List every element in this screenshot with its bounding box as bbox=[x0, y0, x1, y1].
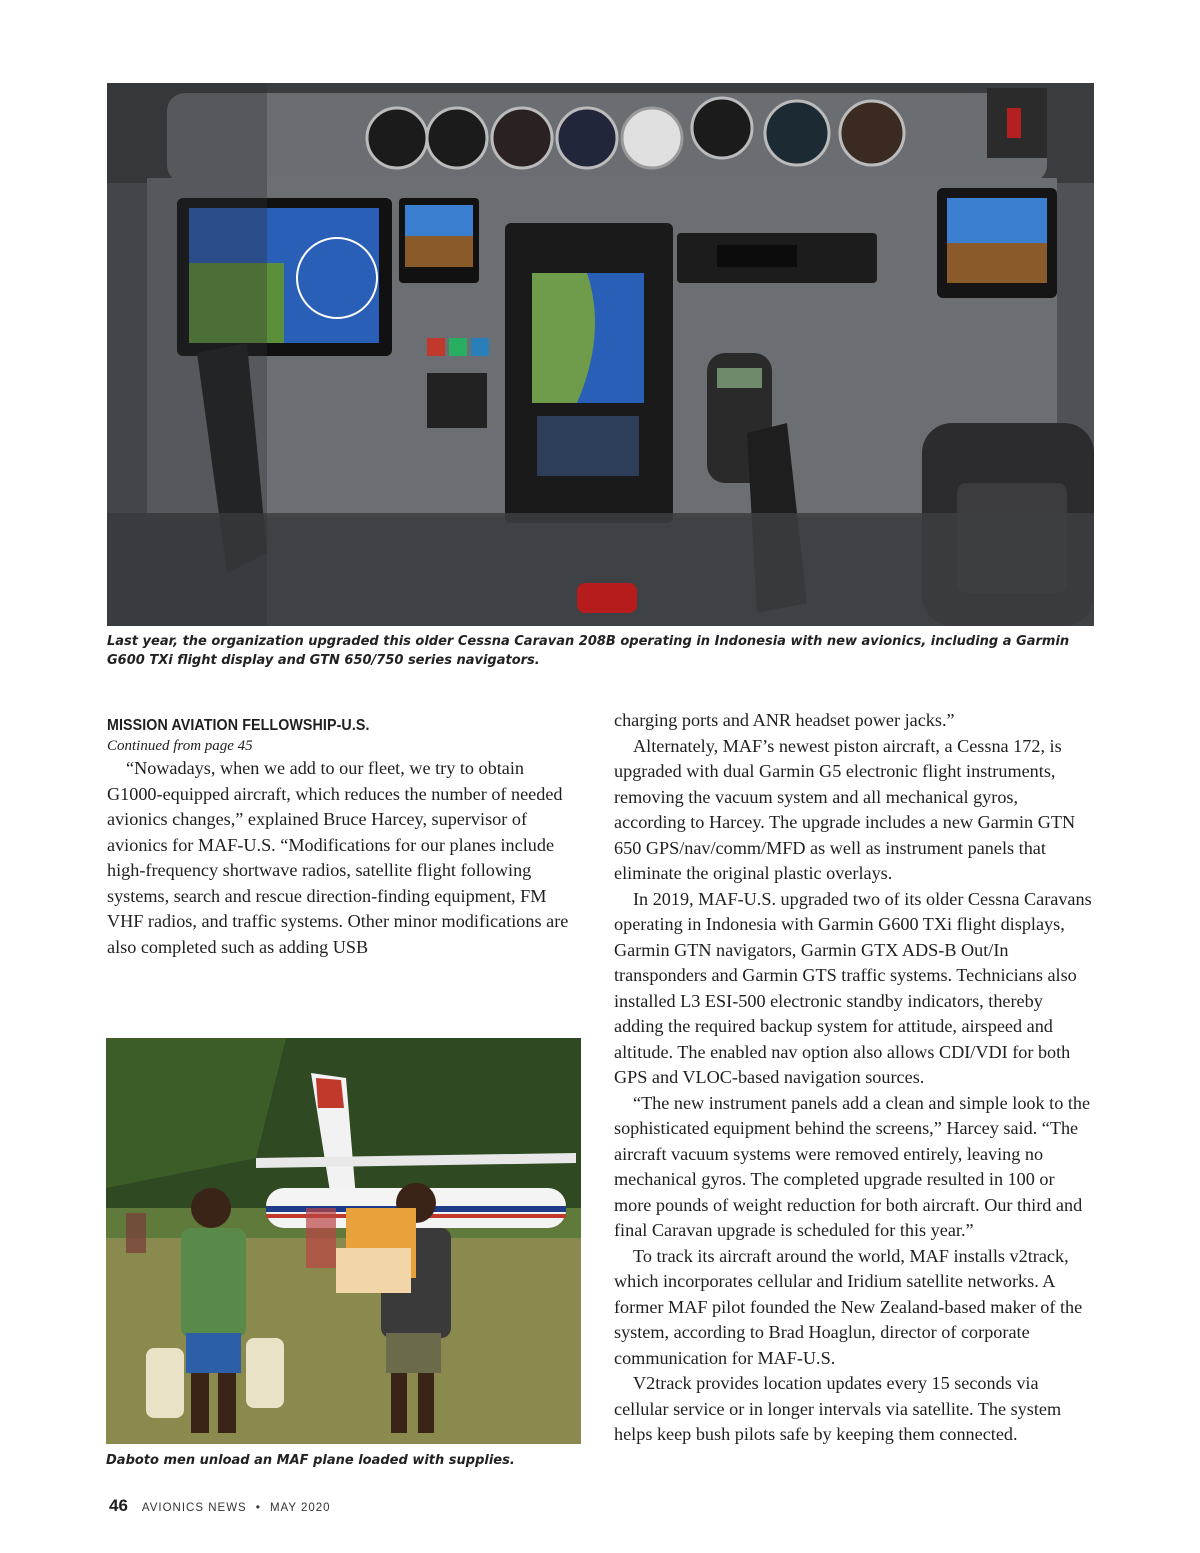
cockpit-photo-caption: Last year, the organization upgraded this older Cessna Caravan 208B operating in Indonesia with new avionics, including a Garmin G600 TXi flight display and GTN 650/750 series navigators. bbox=[107, 634, 1070, 668]
footer-bullet: • bbox=[255, 1500, 261, 1514]
issue-date: MAY 2020 bbox=[269, 1502, 331, 1514]
airstrip-photo-caption: Daboto men unload an MAF plane loaded with supplies. bbox=[106, 1453, 515, 1468]
cockpit-illustration bbox=[107, 83, 1094, 626]
cockpit-avionics-photo bbox=[107, 83, 1094, 626]
airstrip-supplies-photo bbox=[106, 1038, 581, 1444]
article-left-column bbox=[107, 716, 577, 960]
article-right-column bbox=[614, 708, 1092, 1448]
continued-note: Continued from page 45 bbox=[107, 738, 253, 754]
publication-name: AVIONICS NEWS bbox=[141, 1502, 247, 1514]
paragraph: To track its aircraft around the world, MAF installs v2track, which incorporates cellular and Iridium satellite networks. A former MAF pilot founded the New Zealand-based maker of the system, according to Brad Hoaglun, director of corporate communication for MAF-U.S. bbox=[614, 1245, 1083, 1368]
paragraph: “Nowadays, when we add to our fleet, we try to obtain G1000-equipped aircraft, which reduces the number of needed avionics changes,” explained Bruce Harcey, supervisor of avionics for MAF-U.S. “Modifications for our planes include high-frequency shortwave radios, satellite flight following systems, search and rescue direction-finding equipment, FM VHF radios, and traffic systems. Other minor modifications are also completed such as adding USB bbox=[107, 758, 569, 957]
page-footer bbox=[109, 1496, 331, 1520]
paragraph: In 2019, MAF-U.S. upgraded two of its older Cessna Caravans operating in Indonesia with Garmin G600 TXi flight displays, Garmin GTN navigators, Garmin GTX ADS-B Out/In transponders and Garmin GTS traffic systems. Technicians also installed L3 ESI-500 electronic standby indicators, thereby adding the required backup system for attitude, airspeed and altitude. The enabled nav option also allows CDI/VDI for both GPS and VLOC-based navigation sources. bbox=[614, 888, 1092, 1087]
paragraph-continuation: charging ports and ANR headset power jacks.” bbox=[614, 710, 955, 730]
paragraph: V2track provides location updates every 15 seconds via cellular service or in longer intervals via satellite. The system helps keep bush pilots safe by keeping them connected. bbox=[614, 1373, 1062, 1444]
page-number: 46 bbox=[109, 1496, 128, 1515]
airstrip-illustration bbox=[106, 1038, 581, 1444]
section-title: MISSION AVIATION FELLOWSHIP-U.S. bbox=[107, 717, 370, 734]
paragraph: Alternately, MAF’s newest piston aircraft, a Cessna 172, is upgraded with dual Garmin G5 electronic flight instruments, removing the vacuum system and all mechanical gyros, according to Harcey. The upgrade includes a new Garmin GTN 650 GPS/nav/comm/MFD as well as instrument panels that eliminate the original plastic overlays. bbox=[614, 735, 1076, 883]
paragraph: “The new instrument panels add a clean and simple look to the sophisticated equipment behind the screens,” Harcey said. “The aircraft vacuum systems were removed entirely, leaving no mechanical gyros. The completed upgrade resulted in 100 or more pounds of weight reduction for both aircraft. Our third and final Caravan upgrade is scheduled for this year.” bbox=[614, 1092, 1091, 1240]
